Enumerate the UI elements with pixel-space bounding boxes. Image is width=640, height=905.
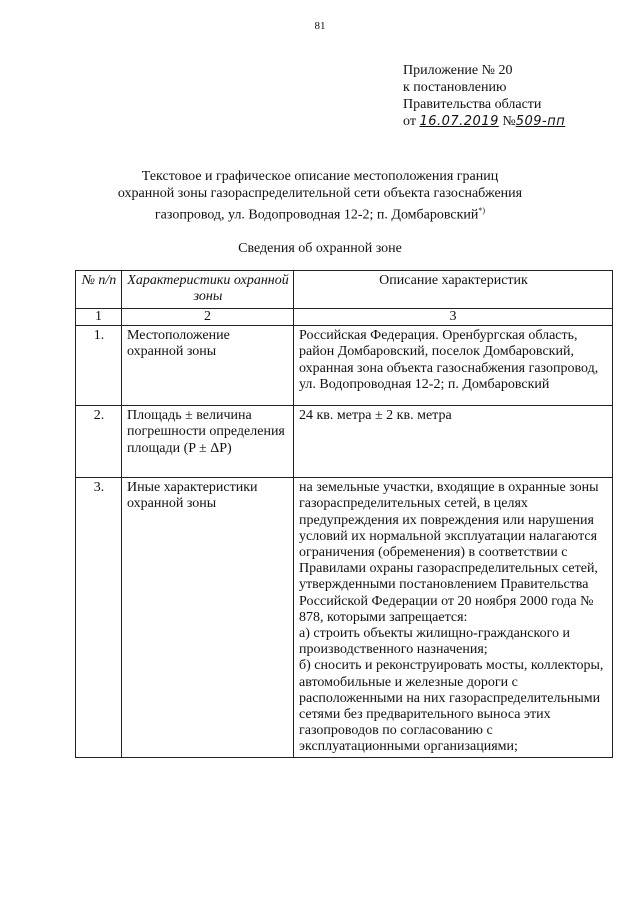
title-line-1: Текстовое и графическое описание местоположения границ [141,169,499,184]
row-description: 24 кв. метра ± 2 кв. метра [294,406,613,478]
number-label: № [502,114,516,129]
title-line-3 [60,202,580,224]
row-characteristic: Площадь ± величина погрешности определения площади (P ± ΔP) [122,406,294,478]
column-number-row [76,309,613,326]
row-number: 2. [76,406,122,478]
appendix-date-line [403,113,565,130]
column-number: 2 [122,309,294,326]
row-description: на земельные участки, входящие в охранные зоны газораспределительных сетей, в целях предупреждения их повреждения или нарушения условий их нормальной эксплуатации налагаются ограничения (обременения) в соответствии с Правилами охраны газораспределительных сетей, утвержденными постановлением Правительства Российской Федерации от 20 ноября 2000 года № 878, которыми запрещается: а) строить объекты жилищно-гражданского и производственного назначения; б) сносить и реконструировать мосты, коллекторы, автомобильные и железные дороги с расположенными на них газораспределительными сетями без предварительного выноса этих газопроводов по согласованию с эксплуатационными организациями; [294,478,613,757]
title-line-2: охранной зоны газораспределительной сети объекта газоснабжения [117,186,523,201]
title-line-3-text: газопровод, ул. Водопроводная 12-2; п. Домбаровский [154,207,479,223]
table-row [76,326,613,406]
table-row [76,478,613,757]
column-number: 3 [294,309,613,326]
row-characteristic: Местоположение охранной зоны [122,326,294,406]
document-title [60,168,580,224]
appendix-line-3: Правительства области [403,97,542,112]
appendix-line-1: Приложение № 20 [403,63,513,78]
row-characteristic: Иные характеристики охранной зоны [122,478,294,757]
appendix-block [403,62,565,130]
table-header-row [76,271,613,309]
row-number: 3. [76,478,122,757]
row-description: Российская Федерация. Оренбургская область, район Домбаровский, поселок Домбаровский, охранная зона объекта газоснабжения газопровод, ул. Водопроводная 12-2; п. Домбаровский [294,326,613,406]
header-number: № п/п [76,271,122,309]
column-number: 1 [76,309,122,326]
header-characteristic: Характеристики охранной зоны [122,271,294,309]
handwritten-date: 16.07.2019 [419,114,499,129]
page-number: 81 [314,20,326,32]
from-label: от [403,114,416,129]
section-title: Сведения об охранной зоне [238,241,402,256]
table-row [76,406,613,478]
header-description: Описание характеристик [294,271,613,309]
footnote-mark: *) [478,206,486,215]
zone-info-table [75,270,613,758]
appendix-line-2: к постановлению [403,80,507,95]
row-number: 1. [76,326,122,406]
handwritten-number: 509-пп [515,114,566,129]
